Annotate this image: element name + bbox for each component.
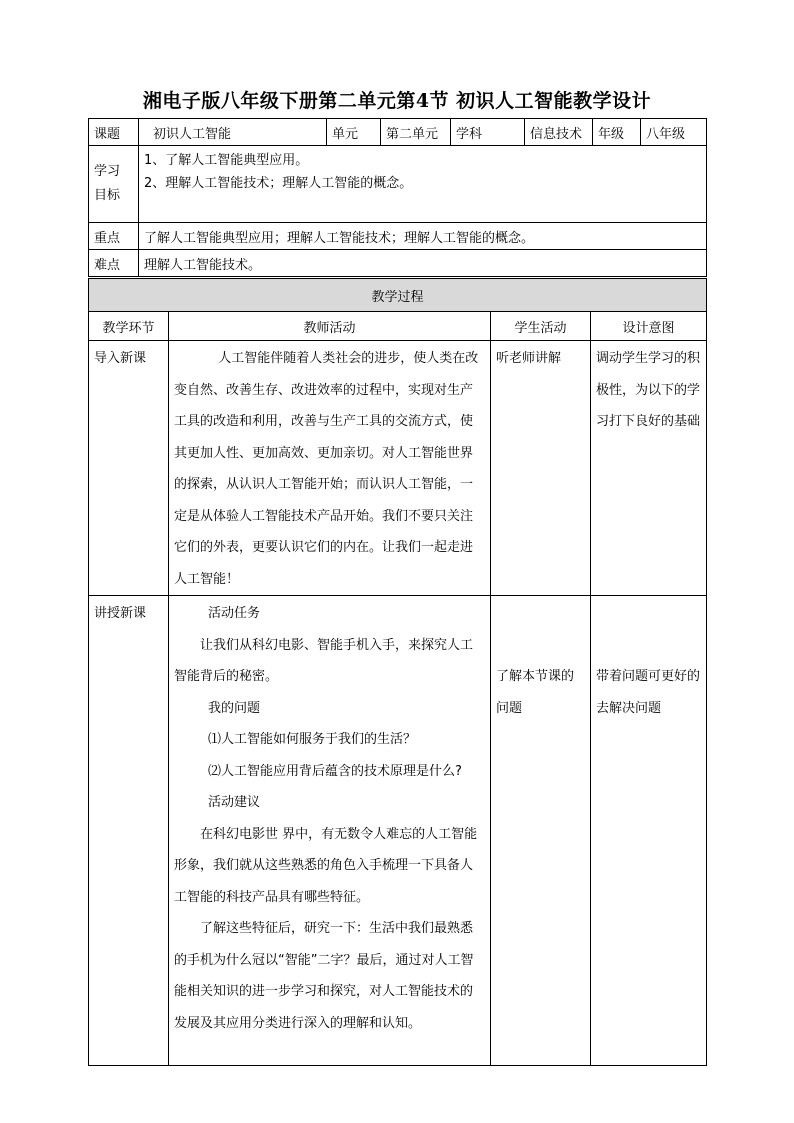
course-label: 课题 <box>89 119 139 146</box>
question-1: ⑴人工智能如何服务于我们的生活？ <box>208 732 417 747</box>
objectives-label: 学习 目标 <box>89 146 139 223</box>
header-stage: 教学环节 <box>89 312 169 341</box>
page-title: 湘电子版八年级下册第二单元第4节 初识人工智能教学设计 <box>142 90 652 112</box>
subject-value: 信息技术 <box>525 119 593 146</box>
unit-value: 第二单元 <box>381 119 451 146</box>
course-value: 初识人工智能 <box>139 119 327 146</box>
key-point-label: 重点 <box>89 223 139 250</box>
objectives-row <box>89 146 707 223</box>
process-header-row <box>89 312 707 341</box>
suggest-p2: 了解这些特征后，研究一下：生活中我们最熟悉的手机为什么冠以“智能”二字？最后，通过对人工智能相关知识的进一步学习和探究，对人工智能技术的发展及其应用分类进行深入的理解和认知。 <box>174 921 474 1031</box>
info-table <box>88 118 707 277</box>
header-intent: 设计意图 <box>591 312 707 341</box>
question-title: 我的问题 <box>208 700 261 716</box>
info-row <box>89 119 707 146</box>
header-student: 学生活动 <box>491 312 591 341</box>
lecture-student: 了解本节课的问题 <box>491 596 591 1066</box>
question-2: ⑵人工智能应用背后蕴含的技术原理是什么? <box>208 763 462 779</box>
lecture-intent: 带着问题可更好的去解决问题 <box>591 596 707 1066</box>
intro-stage: 导入新课 <box>89 341 169 596</box>
suggest-p1: 在科幻电影世 界中，有无数令人难忘的人工智能形象，我们就从这些熟悉的角色入手梳理一下具备人工智能的科技产品具有哪些特征。 <box>174 826 478 905</box>
intro-intent: 调动学生学习的积极性，为以下的学习打下良好的基础 <box>591 341 707 596</box>
intro-teacher: 人工智能伴随着人类社会的进步，使人类在改变自然、改善生存、改进效率的过程中，实现对生产工具的改造和利用，改善与生产工具的交流方式，使其更加人性、更加高效、更加亲切。对人工智能世界的探索，从认识人工智能开始；而认识人工智能，一定是从体验人工智能技术产品开始。我们不要只关注它们的外表，更要认识它们的内在。让我们一起走进人工智能！ <box>169 341 491 596</box>
objective-item: 2、理解人工智能技术；理解人工智能的概念。 <box>144 176 413 191</box>
grade-value: 八年级 <box>641 119 707 146</box>
difficulty-label: 难点 <box>89 250 139 277</box>
key-point-row <box>89 223 707 250</box>
task-text: 让我们从科幻电影、智能手机入手，来探究人工智能背后的秘密。 <box>174 637 474 684</box>
subject-label: 学科 <box>451 119 525 146</box>
process-table <box>88 278 707 1066</box>
difficulty-text: 理解人工智能技术。 <box>139 250 707 277</box>
objective-item: 1、了解人工智能典型应用。 <box>144 153 309 168</box>
objectives-content <box>139 146 707 223</box>
grade-label: 年级 <box>593 119 641 146</box>
key-point-text: 了解人工智能典型应用；理解人工智能技术；理解人工智能的概念。 <box>139 223 707 250</box>
lecture-row <box>89 596 707 1066</box>
header-teacher: 教师活动 <box>169 312 491 341</box>
lecture-stage: 讲授新课 <box>89 596 169 1066</box>
lecture-teacher <box>169 596 491 1066</box>
intro-student: 听老师讲解 <box>491 341 591 596</box>
suggest-title: 活动建议 <box>208 795 261 810</box>
task-title: 活动任务 <box>208 606 261 621</box>
process-band: 教学过程 <box>89 279 707 312</box>
difficulty-row <box>89 250 707 277</box>
intro-row <box>89 341 707 596</box>
unit-label: 单元 <box>327 119 381 146</box>
